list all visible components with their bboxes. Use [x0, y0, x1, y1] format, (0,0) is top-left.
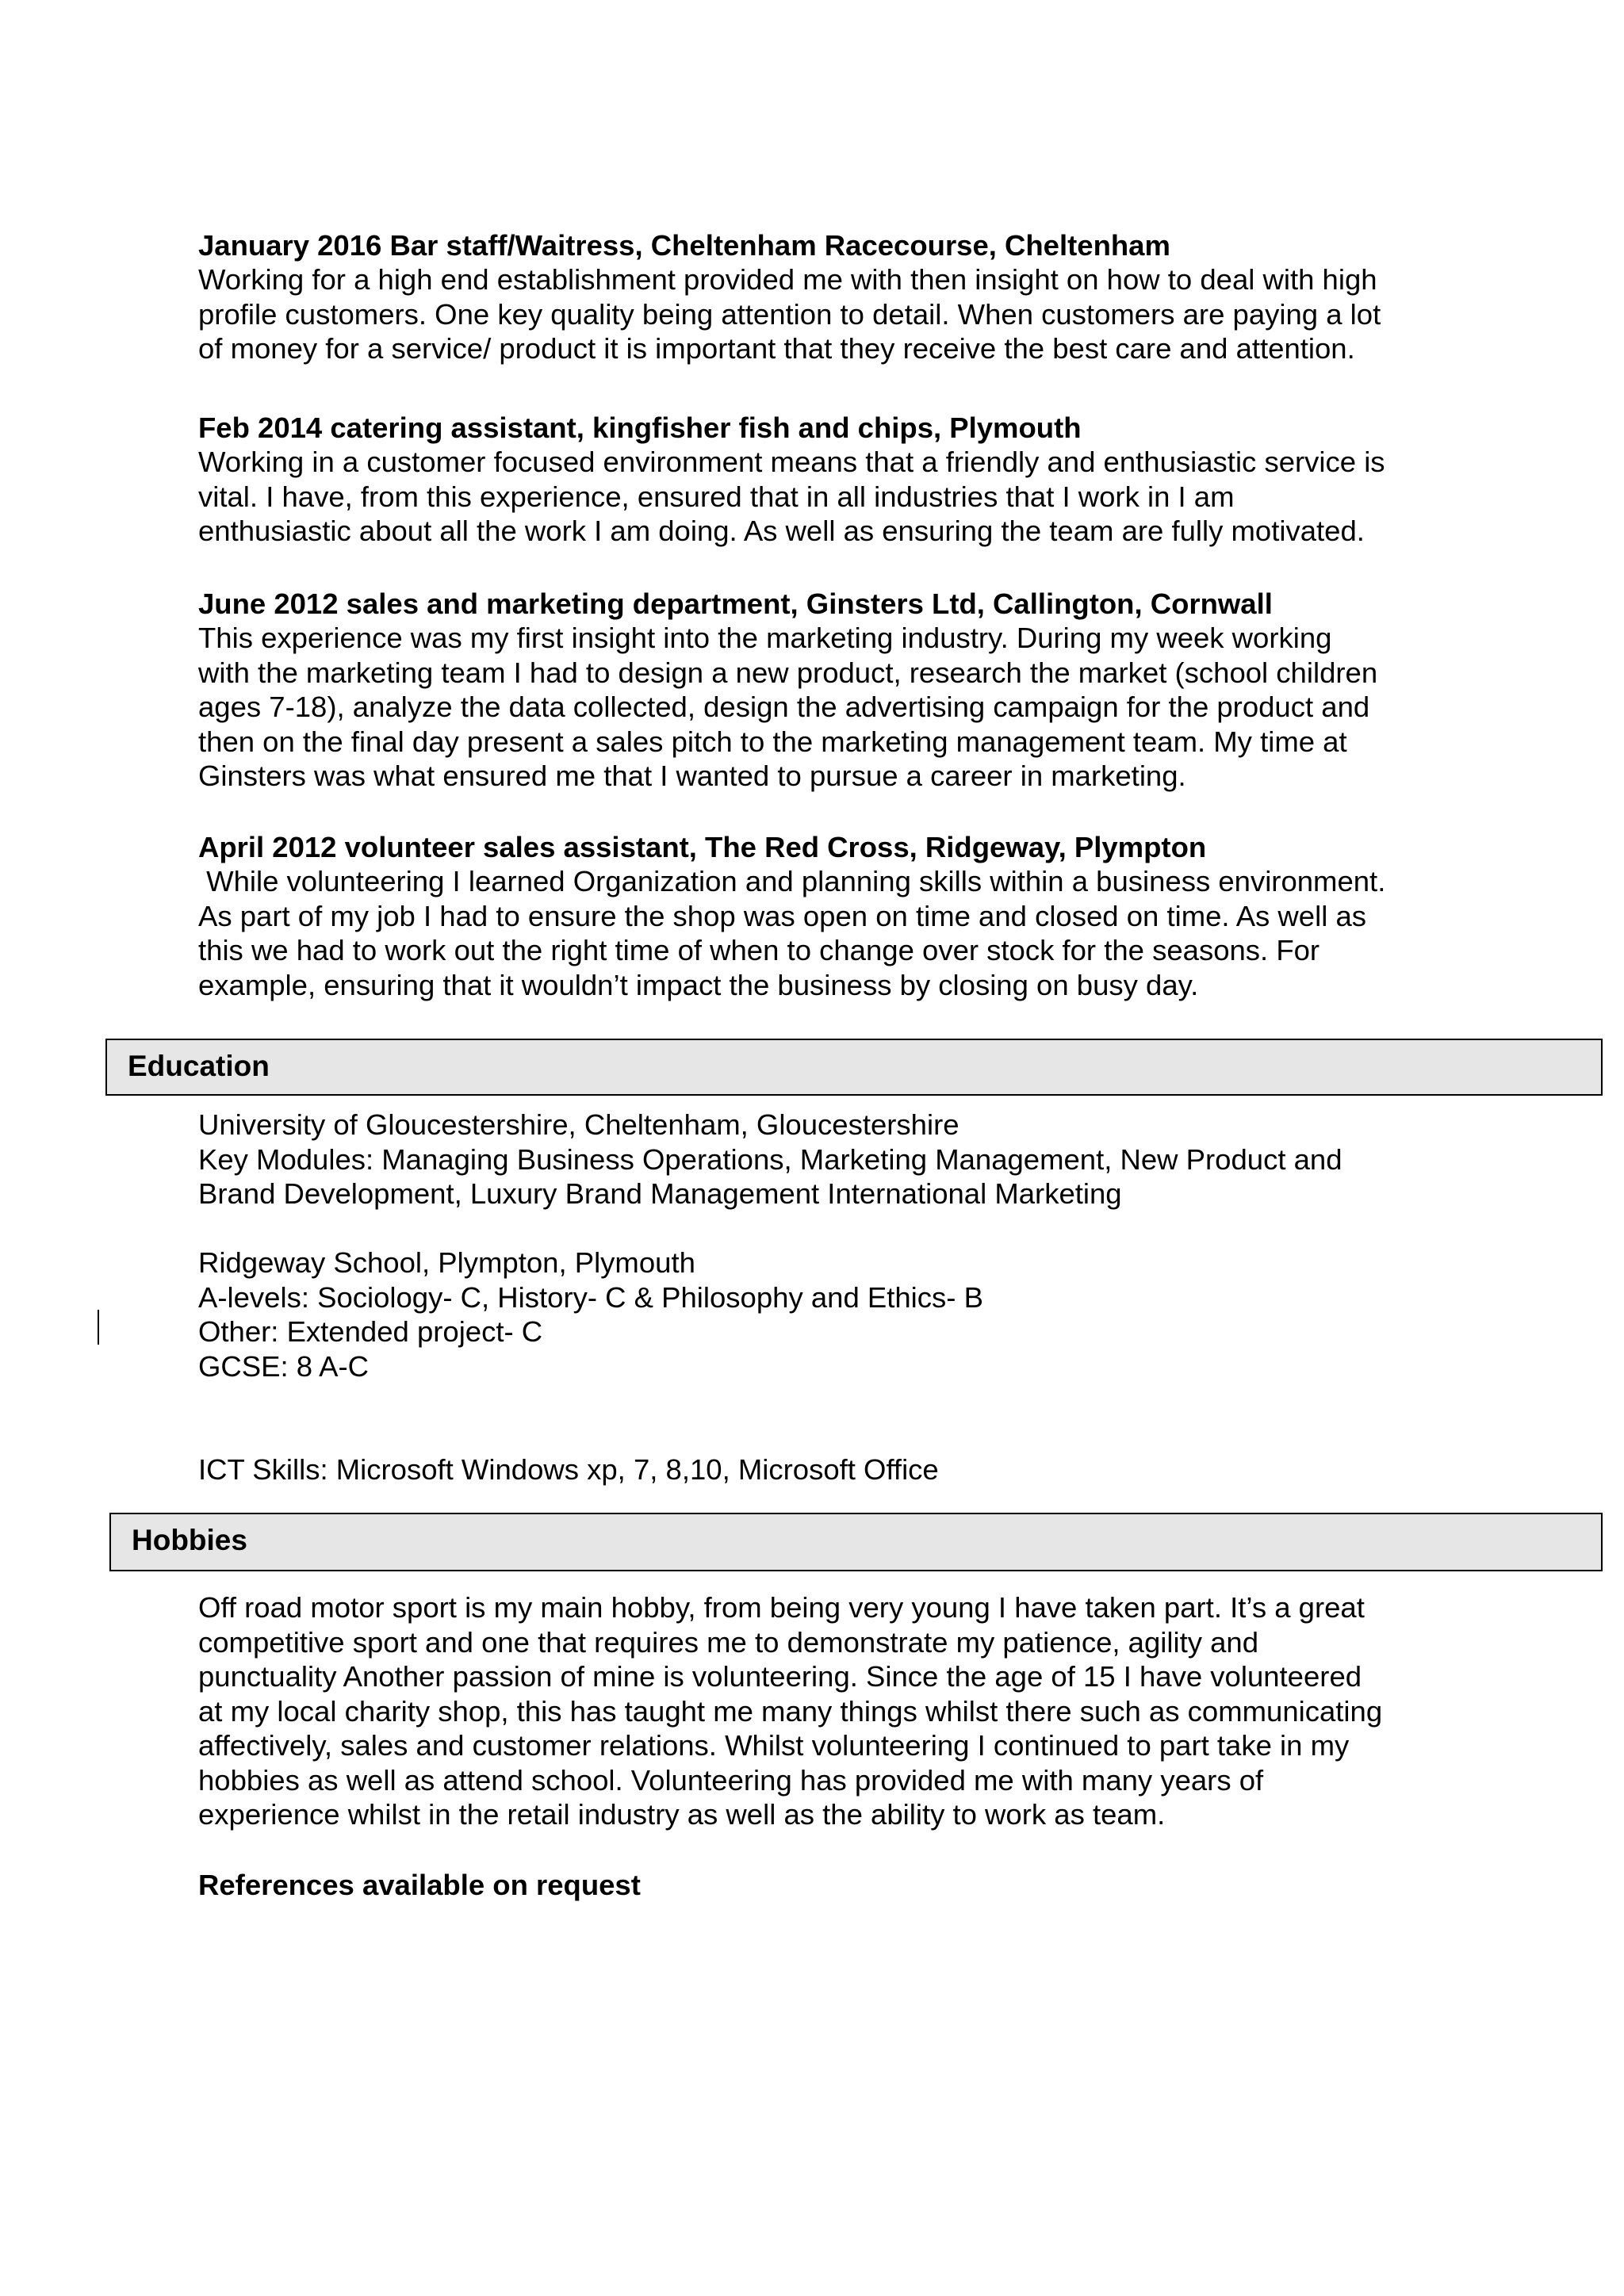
- text-line: hobbies as well as attend school. Volunteering has provided me with many years of: [198, 1763, 1264, 1797]
- school-details: [198, 1246, 1467, 1383]
- text-line: punctuality Another passion of mine is volunteering. Since the age of 15 I have volunteered: [198, 1660, 1362, 1693]
- text-line: enthusiastic about all the work I am doing. As well as ensuring the team are fully motivated.: [198, 515, 1365, 547]
- text-line: with the marketing team I had to design a new product, research the market (school children: [198, 656, 1378, 689]
- job-title: June 2012 sales and marketing department, Ginsters Ltd, Callington, Cornwall: [198, 587, 1273, 620]
- text-line: Brand Development, Luxury Brand Management International Marketing: [198, 1177, 1122, 1210]
- education-university: [198, 1108, 1467, 1211]
- text-line: affectively, sales and customer relations. Whilst volunteering I continued to part take in my: [198, 1729, 1350, 1762]
- text-line: of money for a service/ product it is important that they receive the best care and attention.: [198, 332, 1355, 365]
- text-line: Ridgeway School, Plympton, Plymouth: [198, 1246, 695, 1279]
- references-section: [198, 1868, 1467, 1902]
- text-line: ICT Skills: Microsoft Windows xp, 7, 8,10, Microsoft Office: [198, 1453, 939, 1486]
- revision-bar-mark: [98, 1310, 99, 1345]
- experience-entry-red-cross: [198, 830, 1467, 1002]
- experience-entry-ginsters: [198, 587, 1467, 794]
- text-line: profile customers. One key quality being attention to detail. When customers are paying a lot: [198, 297, 1381, 331]
- text-line: Ginsters was what ensured me that I wanted to pursue a career in marketing.: [198, 760, 1186, 792]
- job-title: Feb 2014 catering assistant, kingfisher fish and chips, Plymouth: [198, 411, 1082, 444]
- ict-skills-text: [198, 1452, 1467, 1487]
- experience-entry-racecourse: [198, 228, 1467, 366]
- text-line: competitive sport and one that requires me to demonstrate my patience, agility and: [198, 1625, 1259, 1659]
- references-note: References available on request: [198, 1869, 641, 1901]
- text-line: While volunteering I learned Organization and planning skills within a business environment.: [198, 865, 1386, 897]
- text-line: vital. I have, from this experience, ensured that in all industries that I work in I am: [198, 480, 1235, 513]
- ict-skills: [198, 1452, 1467, 1487]
- job-description: [198, 864, 1467, 1002]
- text-line: this we had to work out the right time of when to change over stock for the seasons. For: [198, 934, 1320, 966]
- text-line: at my local charity shop, this has taught me many things whilst there such as communicating: [198, 1694, 1383, 1728]
- job-title: January 2016 Bar staff/Waitress, Cheltenham Racecourse, Cheltenham: [198, 229, 1170, 262]
- job-description: [198, 621, 1467, 794]
- job-description: [198, 445, 1467, 549]
- text-line: University of Gloucestershire, Cheltenham, Gloucestershire: [198, 1108, 959, 1141]
- text-line: ages 7-18), analyze the data collected, design the advertising campaign for the product and: [198, 691, 1370, 723]
- hobbies-heading: Hobbies: [109, 1513, 1603, 1571]
- text-line: A-levels: Sociology- C, History- C & Philosophy and Ethics- B: [198, 1280, 983, 1314]
- experience-entry-kingfisher: [198, 411, 1467, 549]
- text-line: Key Modules: Managing Business Operations, Marketing Management, New Product and: [198, 1142, 1342, 1176]
- text-line: This experience was my first insight into the marketing industry. During my week working: [198, 622, 1332, 654]
- university-details: [198, 1108, 1467, 1211]
- text-line: GCSE: 8 A-C: [198, 1349, 370, 1383]
- text-line: Working in a customer focused environment means that a friendly and enthusiastic service is: [198, 446, 1385, 478]
- hobbies-text: [198, 1590, 1467, 1832]
- text-line: As part of my job I had to ensure the shop was open on time and closed on time. As well as: [198, 899, 1366, 932]
- text-line: Other: Extended project- C: [198, 1315, 543, 1348]
- job-description: [198, 262, 1467, 366]
- education-heading: Education: [105, 1039, 1603, 1096]
- job-title: April 2012 volunteer sales assistant, The Red Cross, Ridgeway, Plympton: [198, 831, 1207, 863]
- education-school: [198, 1246, 1467, 1383]
- text-line: example, ensuring that it wouldn’t impact the business by closing on busy day.: [198, 968, 1199, 1001]
- text-line: experience whilst in the retail industry as well as the ability to work as team.: [198, 1798, 1166, 1831]
- text-line: Working for a high end establishment provided me with then insight on how to deal with high: [198, 263, 1377, 296]
- text-line: Off road motor sport is my main hobby, from being very young I have taken part. It’s a great: [198, 1591, 1365, 1624]
- text-line: then on the final day present a sales pitch to the marketing management team. My time at: [198, 725, 1347, 758]
- hobbies-paragraph: [198, 1590, 1467, 1832]
